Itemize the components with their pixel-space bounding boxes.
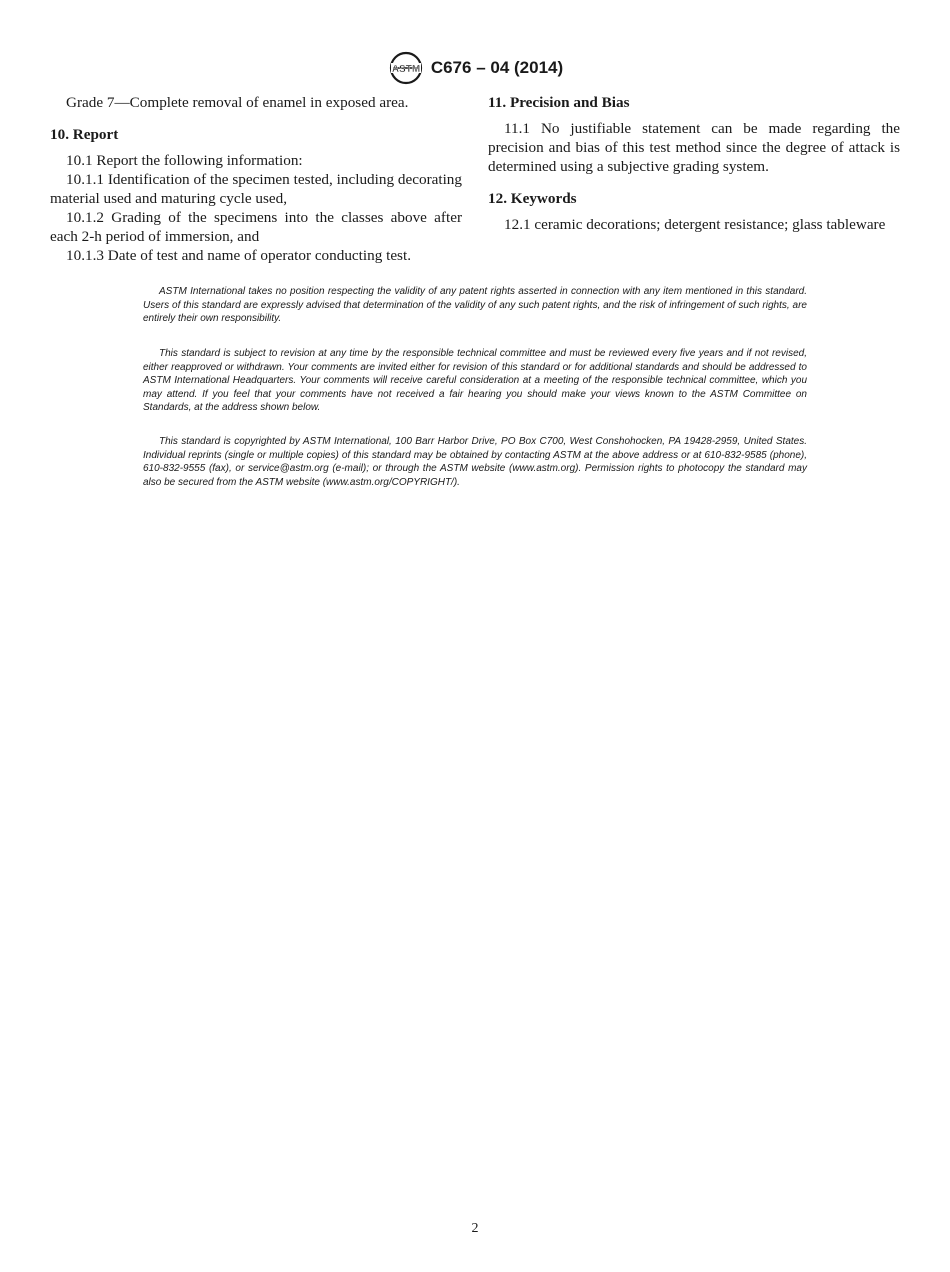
right-column — [488, 93, 900, 234]
section-10-1-2: 10.1.2 Grading of the specimens into the classes above after each 2-h period of immersion, and — [50, 209, 462, 245]
section-10-1: 10.1 Report the following information: — [66, 152, 303, 169]
document-designation: C676 – 04 (2014) — [430, 58, 564, 77]
section-10-1-3: 10.1.3 Date of test and name of operator conducting test. — [66, 247, 411, 264]
astm-logo-icon — [387, 50, 425, 86]
revision-notice: This standard is subject to revision at any time by the responsible technical committee and must be reviewed every five years and if not revised, either reapproved or withdrawn. Your comments are invited either for revision of this standard or for additional standards and should be addressed to ASTM International Headquarters. Your comments will receive careful consideration at a meeting of the responsible technical committee, which you may attend. If you feel that your comments have not received a fair hearing you should make your views known to the ASTM Committee on Standards, at the address shown below. — [143, 348, 807, 413]
section-11-heading: 11. Precision and Bias — [488, 94, 630, 111]
page-number: 2 — [471, 1221, 479, 1236]
copyright-notice: This standard is copyrighted by ASTM International, 100 Barr Harbor Drive, PO Box C700, West Conshohocken, PA 19428-2959, United States. Individual reprints (single or multiple copies) of this standard may be obtained by contacting ASTM at the above address or at 610-832-9585 (phone), 610-832-9555 (fax), or service@astm.org (e-mail); or through the ASTM website (www.astm.org). Permission rights to photocopy the standard may also be secured from the ASTM website (www.astm.org/COPYRIGHT/). — [143, 436, 807, 488]
patent-notice: ASTM International takes no position respecting the validity of any patent rights asserted in connection with any item mentioned in this standard. Users of this standard are expressly advised that determination of the validity of any such patent rights, and the risk of infringement of such rights, are entirely their own responsibility. — [143, 286, 807, 324]
section-10-heading: 10. Report — [50, 126, 119, 143]
section-12-1: 12.1 ceramic decorations; detergent resistance; glass tableware — [504, 216, 886, 233]
left-column — [50, 93, 462, 265]
section-12-heading: 12. Keywords — [488, 190, 577, 207]
section-11-1: 11.1 No justifiable statement can be made regarding the precision and bias of this test method since the degree of attack is determined using a subjective grading system. — [488, 120, 900, 175]
grade-7-line: Grade 7—Complete removal of enamel in exposed area. — [66, 94, 409, 111]
section-10-1-1: 10.1.1 Identification of the specimen tested, including decorating material used and maturing cycle used, — [50, 171, 462, 207]
svg-text:ASTM: ASTM — [391, 64, 420, 75]
page-header — [0, 50, 950, 86]
